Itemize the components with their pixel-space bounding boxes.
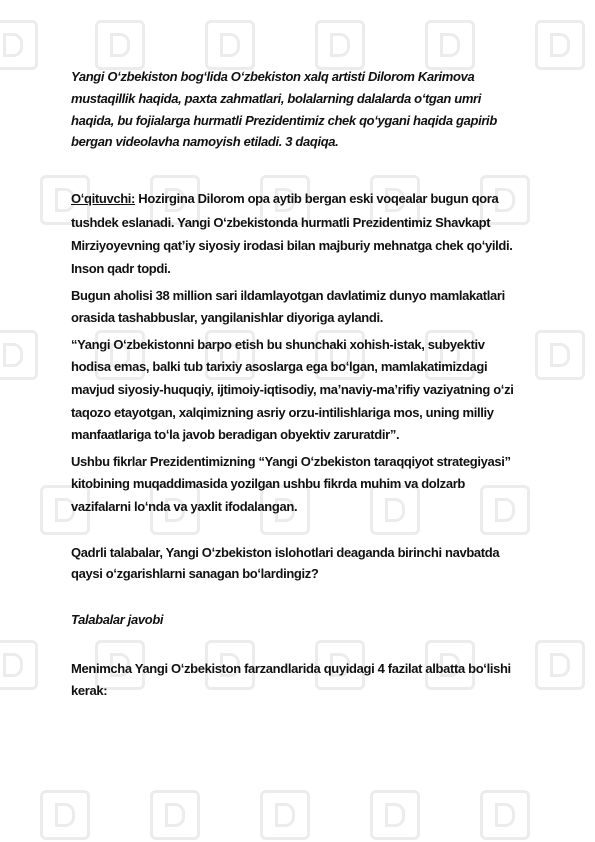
quote-paragraph: “Yangi Oʻzbekistonni barpo etish bu shunchaki xohish-istak, subyektiv hodisa emas, balki tub tarixiy asoslarga ega boʻlgan, mamlakatimizdagi mavjud siyosiy-huquqiy, ijtimoiy-iqtisodiy, maʼnaviy-maʼrifiy vaziyatning oʻzi taqozo etayotgan, xalqimizning asriy orzu-intilishlariga mos, uning milliy manfaatlariga toʻla javob beradigan obyektiv zaruratdir”. [71,336,514,443]
teacher-paragraph [71,187,526,281]
population-paragraph: Bugun aholisi 38 million sari ildamlayotgan davlatimiz dunyo mamlakatlari orasida tashabbuslar, yangilanishlar diyoriga aylandi. [71,287,505,326]
students-heading: Talabalar javobi [71,611,164,627]
question-paragraph: Qadrli talabalar, Yangi Oʻzbekiston islohotlari deaganda birinchi navbatda qaysi oʻzgarishlarni sanagan boʻlardingiz? [71,544,500,582]
teacher-text: Hozirgina Dilorom opa aytib bergan eski voqealar bugun qora tushdek eslanadi. Yangi Oʻzbekistonda hurmatli Prezidentimiz Shavkapt Mirziyoyevning qatʼiy siyosiy irodasi bilan majburiy mehnatga chek qoʻyildi. Inson qadr topdi. [71,191,513,277]
answer-paragraph: Menimcha Yangi Oʻzbekiston farzandlarida quyidagi 4 fazilat albatta boʻlishi kerak: [71,661,511,698]
strategy-paragraph: Ushbu fikrlar Prezidentimizning “Yangi Oʻzbekiston taraqqiyot strategiyasi” kitobining muqaddimasida yozilgan ushbu fikrda muhim va dolzarb vazifalarni loʻnda va yaxlit ifodalangan. [71,453,511,514]
teacher-label: Oʻqituvchi: [71,191,136,207]
intro-paragraph: Yangi Oʻzbekiston bogʻlida Oʻzbekiston xalq artisti Dilorom Karimova mustaqillik haqida, paxta zahmatlari, bolalarning dalalarda oʻtgan umri haqida, bu fojialarga hurmatli Prezidentimiz chek qoʻygani haqida gapirib bergan videolavha namoyish etiladi. 3 daqiqa. [71,69,497,150]
